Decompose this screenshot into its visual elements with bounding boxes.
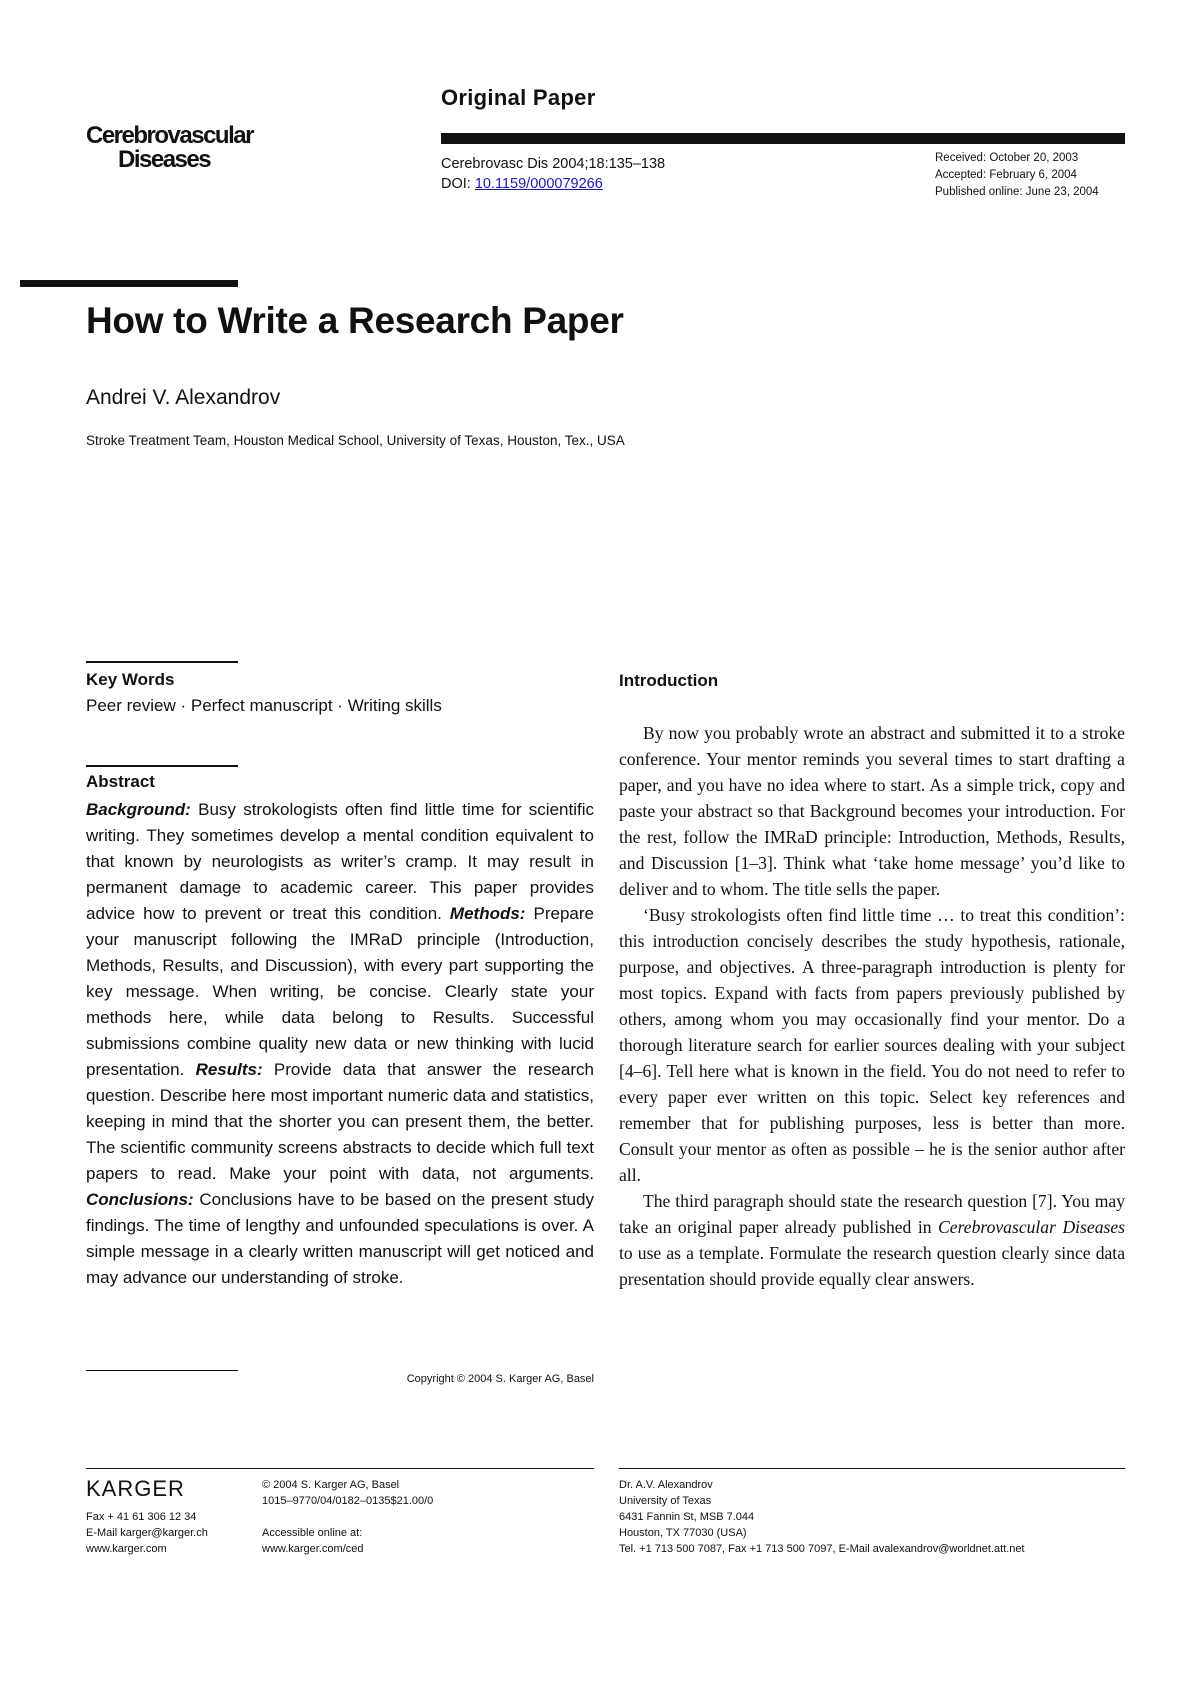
keywords-rule (86, 661, 238, 663)
footer-rule-left (86, 1468, 594, 1469)
section-label: Original Paper (441, 85, 596, 110)
footer-rule-right (619, 1468, 1125, 1469)
logo-line-2: Diseases (118, 146, 211, 173)
doi-prefix: DOI: (441, 176, 475, 192)
methods-label: Methods: (449, 904, 526, 923)
received-date: Received: October 20, 2003 (935, 152, 1079, 164)
accepted-date: Accepted: February 6, 2004 (935, 169, 1077, 181)
correspondence-block (619, 1477, 1025, 1557)
article-title: How to Write a Research Paper (86, 300, 624, 341)
abstract-rule (86, 765, 238, 767)
citation: Cerebrovasc Dis 2004;18:135–138 (441, 156, 666, 172)
introduction-body (619, 720, 1125, 1292)
abstract-methods: Prepare your manuscript following the IMRaD principle (Introduction, Methods, Results, and Discussion), with every part supporting the key message. When writing, be concise. Clearly state your methods here, while data belong to Results. Successful submissions combine quality new data or new thinking with lucid presentation. (86, 904, 594, 1079)
publisher-web: www.karger.com (86, 1543, 167, 1555)
publisher-contact (86, 1509, 208, 1557)
karger-logo: KARGER (86, 1476, 185, 1501)
title-rule (20, 280, 238, 287)
corr-street: 6431 Fannin St, MSB 7.044 (619, 1511, 755, 1523)
publisher-fax: Fax + 41 61 306 12 34 (86, 1511, 197, 1523)
intro-paragraph-1: By now you probably wrote an abstract and submitted it to a stroke conference. Your mentor reminds you several times to start drafting a paper, and you have no idea where to start. As a simple trick, copy and paste your abstract so that Background becomes your introduction. For the rest, follow the IMRaD principle: Introduction, Methods, Results, and Discussion [1–3]. Think what ‘take home message’ you’d like to deliver and to whom. The title sells the paper. (619, 723, 1125, 899)
access-label: Accessible online at: (262, 1527, 363, 1539)
footer-copyright: © 2004 S. Karger AG, Basel (262, 1479, 400, 1491)
footer-issn: 1015–9770/04/0182–0135$21.00/0 (262, 1495, 434, 1507)
conclusions-label: Conclusions: (86, 1190, 194, 1209)
access-url[interactable]: www.karger.com/ced (262, 1543, 364, 1555)
intro-p3-end: to use as a template. Formulate the research question clearly since data presentation should provide equally clear answers. (619, 1243, 1125, 1289)
background-label: Background: (86, 800, 191, 819)
corr-institution: University of Texas (619, 1495, 712, 1507)
abstract-copyright: Copyright © 2004 S. Karger AG, Basel (406, 1373, 594, 1385)
intro-p3-journal: Cerebrovascular Diseases (938, 1217, 1125, 1237)
results-label: Results: (195, 1060, 263, 1079)
doi-link[interactable]: 10.1159/000079266 (474, 176, 603, 192)
corr-city: Houston, TX 77030 (USA) (619, 1527, 747, 1539)
doi-line (441, 174, 665, 194)
author-affiliation: Stroke Treatment Team, Houston Medical School, University of Texas, Houston, Tex., USA (86, 433, 625, 448)
abstract-results: Provide data that answer the research question. Describe here most important numeric data and statistics, keeping in mind that the shorter you can present them, the better. The scientific community screens abstracts to decide which full text papers to read. Make your point with data, not arguments. (86, 1060, 595, 1183)
intro-paragraph-2: ‘Busy strokologists often find little time … to treat this condition’: this introduction concisely describes the study hypothesis, rationale, purpose, and objectives. A three-paragraph introduction is plenty for most topics. Expand with facts from papers previously published by others, among whom you may occasionally find your mentor. Do a thorough literature search for earlier sources dealing with your subject [4–6]. Tell here what is known in the field. You do not need to refer to every paper ever written on this topic. Select key references and remember that for publishing purposes, less is better than more. Consult your mentor as often as possible – he is the senior author after all. (619, 905, 1125, 1185)
abstract-heading: Abstract (86, 772, 155, 791)
abstract-end-rule (86, 1370, 238, 1371)
author-name: Andrei V. Alexandrov (86, 386, 281, 409)
publisher-email: E-Mail karger@karger.ch (86, 1527, 208, 1539)
intro-p3-start: The third paragraph should state the research question [7]. You may take an original paper already published in (619, 1191, 1125, 1237)
abstract-background: Busy strokologists often find little time for scientific writing. They sometimes develop a mental condition equivalent to that known by neurologists as writer’s cramp. It may result in permanent damage to academic career. This paper provides advice how to prevent or treat this condition. (86, 800, 594, 923)
corr-name: Dr. A.V. Alexandrov (619, 1479, 713, 1491)
dates-block (935, 150, 1099, 201)
corr-contact: Tel. +1 713 500 7087, Fax +1 713 500 7097, E-Mail avalexandrov@worldnet.att.net (619, 1543, 1025, 1555)
keywords-text: Peer review · Perfect manuscript · Writing skills (86, 696, 442, 715)
introduction-heading: Introduction (619, 671, 719, 690)
header-bar (441, 133, 1125, 144)
citation-block (441, 154, 665, 194)
abstract-body (86, 797, 594, 1291)
publisher-info (262, 1477, 433, 1557)
logo-line-1: Cerebrovascular (86, 122, 253, 149)
intro-paragraph-3 (619, 1188, 1125, 1292)
published-date: Published online: June 23, 2004 (935, 186, 1099, 198)
journal-logo (86, 124, 253, 172)
keywords-heading: Key Words (86, 670, 175, 689)
abstract-conclusions: Conclusions have to be based on the present study findings. The time of lengthy and unfounded speculations is over. A simple message in a clearly written manuscript will get noticed and may advance our understanding of stroke. (86, 1190, 594, 1287)
